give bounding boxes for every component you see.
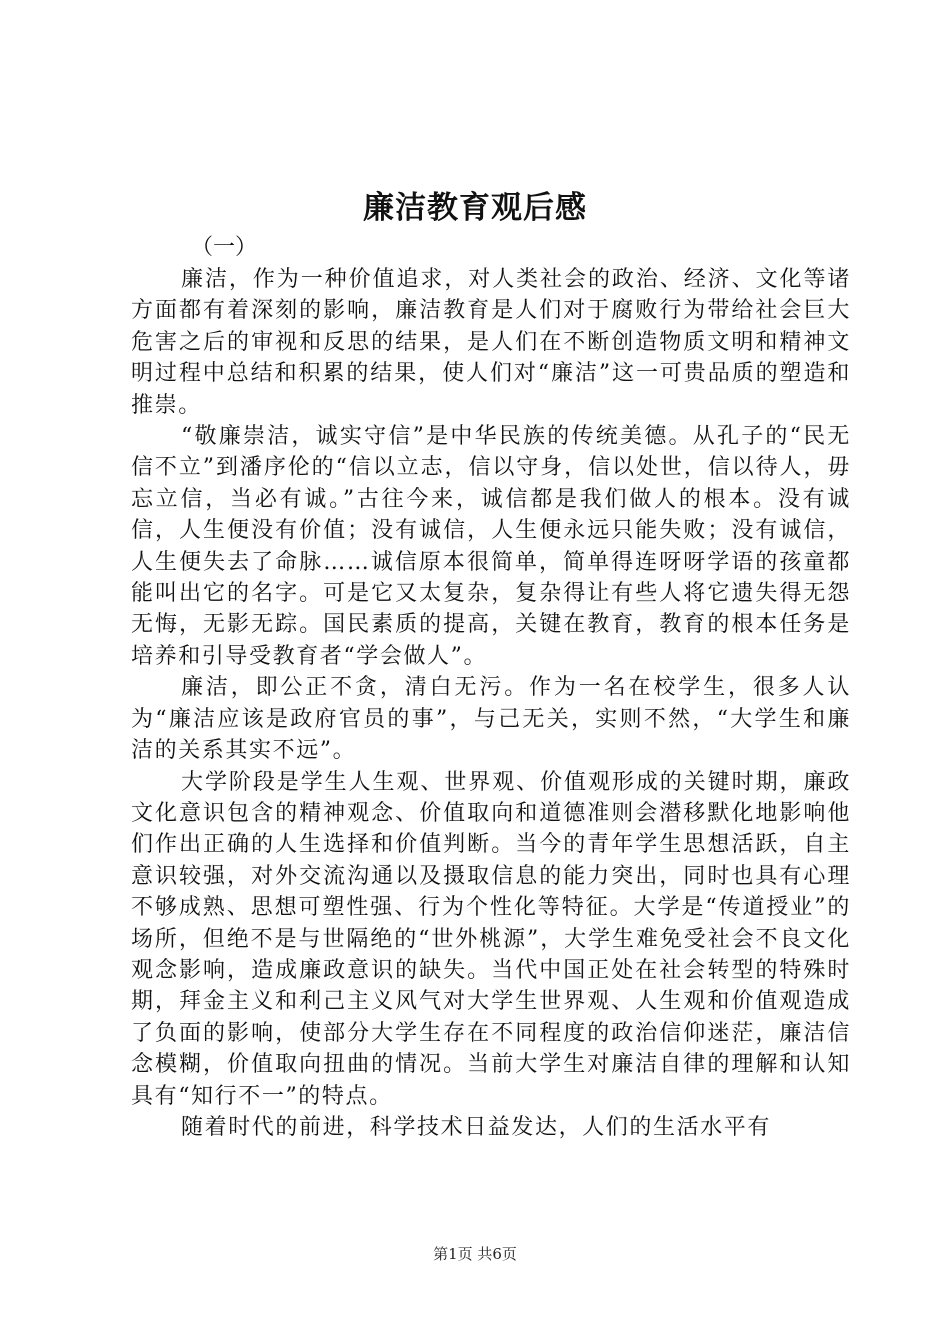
section-label: （一）	[191, 235, 258, 260]
paragraph-4: 大学阶段是学生人生观、世界观、价值观形成的关键时期，廉政文化意识包含的精神观念、价值取向和道德准则会潜移默化地影响他们作出正确的人生选择和价值判断。当今的青年学生思想活跃，自主意识较强，对外交流沟通以及摄取信息的能力突出，同时也具有心理不够成熟、思想可塑性强、行为个性化等特征。大学是“传道授业”的场所，但绝不是与世隔绝的“世外桃源”，大学生难免受社会不良文化观念影响，造成廉政意识的缺失。当代中国正处在社会转型的特殊时期，拜金主义和利己主义风气对大学生世界观、人生观和价值观造成了负面的影响，使部分大学生存在不同程度的政治信仰迷茫，廉洁信念模糊，价值取向扭曲的情况。当前大学生对廉洁自律的理解和认知具有“知行不一”的特点。	[131, 769, 851, 1109]
paragraph-1: 廉洁，作为一种价值追求，对人类社会的政治、经济、文化等诸方面都有着深刻的影响，廉洁教育是人们对于腐败行为带给社会巨大危害之后的审视和反思的结果，是人们在不断创造物质文明和精神文明过程中总结和积累的结果，使人们对“廉洁”这一可贵品质的塑造和推崇。	[131, 267, 851, 418]
paragraph-5: 随着时代的前进，科学技术日益发达，人们的生活水平有	[181, 1114, 772, 1140]
paragraph-2: “敬廉崇洁，诚实守信”是中华民族的传统美德。从孔子的“民无信不立”到潘序伦的“信以立志，信以守身，信以处世，信以待人，毋忘立信，当必有诚。”古往今来，诚信都是我们做人的根本。没有诚信，人生便没有价值；没有诚信，人生便永远只能失败；没有诚信，人生便失去了命脉……诚信原本很简单，简单得连呀呀学语的孩童都能叫出它的名字。可是它又太复杂，复杂得让有些人将它遗失得无怨无悔，无影无踪。国民素质的提高，关键在教育，教育的根本任务是培养和引导受教育者“学会做人”。	[131, 424, 851, 669]
document-title: 廉洁教育观后感	[363, 190, 587, 226]
paragraph-3: 廉洁，即公正不贪，清白无污。作为一名在校学生，很多人认为“廉洁应该是政府官员的事”，与己无关，实则不然，“大学生和廉洁的关系其实不远”。	[131, 675, 851, 764]
page-footer: 第1页 共6页	[433, 1245, 517, 1263]
document-body	[131, 232, 851, 1143]
